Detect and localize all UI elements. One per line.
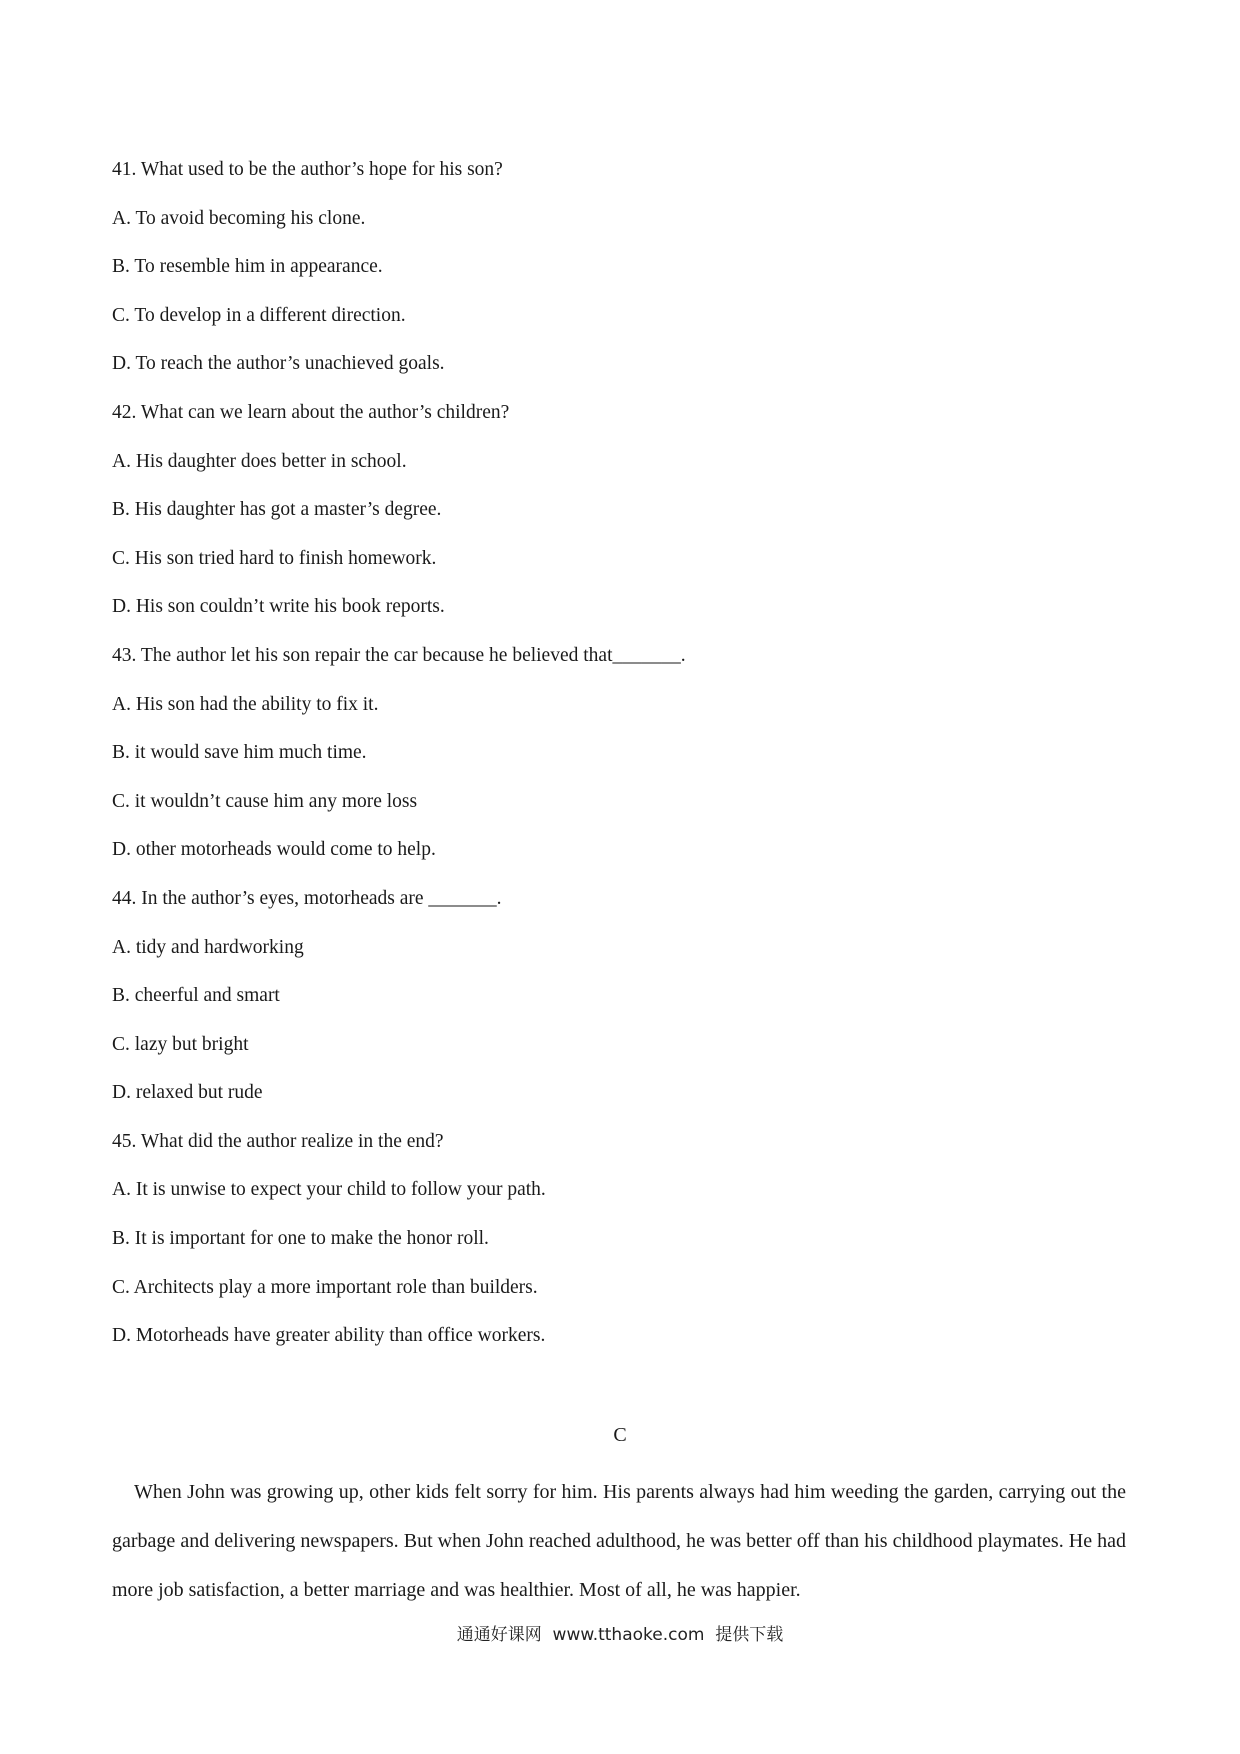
question-43-option-d: D. other motorheads would come to help. bbox=[112, 839, 436, 861]
question-44-option-a: A. tidy and hardworking bbox=[112, 936, 304, 958]
question-44-option-c: C. lazy but bright bbox=[112, 1033, 249, 1055]
reading-passage: When John was growing up, other kids felt sorry for him. His parents always had him weeding the garden, carrying out the garbage and delivering newspapers. But when John reached adulthood, he was better off than his childhood playmates. He had more job satisfaction, a better marriage and was healthier. Most of all, he was happier. bbox=[112, 1481, 1126, 1601]
question-45-option-d: D. Motorheads have greater ability than office workers. bbox=[112, 1325, 546, 1347]
question-43-option-a: A. His son had the ability to fix it. bbox=[112, 693, 379, 715]
question-43-stem: 43. The author let his son repair the car because he believed that_______. bbox=[112, 644, 686, 666]
question-45-option-b: B. It is important for one to make the honor roll. bbox=[112, 1228, 489, 1250]
question-42-stem: 42. What can we learn about the author’s children? bbox=[112, 401, 510, 423]
question-44-stem: 44. In the author’s eyes, motorheads are _______. bbox=[112, 887, 502, 909]
question-44-option-d: D. relaxed but rude bbox=[112, 1082, 263, 1104]
question-41-option-d: D. To reach the author’s unachieved goals. bbox=[112, 353, 445, 375]
question-45-option-a: A. It is unwise to expect your child to follow your path. bbox=[112, 1179, 546, 1201]
question-42-option-b: B. His daughter has got a master’s degree. bbox=[112, 499, 442, 521]
question-41-stem: 41. What used to be the author’s hope for his son? bbox=[112, 159, 503, 180]
question-45-option-c: C. Architects play a more important role than builders. bbox=[112, 1276, 538, 1298]
page-footer: 通通好课网 www.tthaoke.com 提供下载 bbox=[456, 1625, 784, 1645]
question-41-option-c: C. To develop in a different direction. bbox=[112, 304, 406, 326]
section-heading: C bbox=[613, 1424, 627, 1446]
question-45-stem: 45. What did the author realize in the end? bbox=[112, 1130, 444, 1152]
question-42-option-d: D. His son couldn’t write his book reports. bbox=[112, 596, 445, 618]
question-44-option-b: B. cheerful and smart bbox=[112, 985, 280, 1007]
question-41-option-b: B. To resemble him in appearance. bbox=[112, 256, 383, 278]
question-42-option-c: C. His son tried hard to finish homework. bbox=[112, 547, 437, 569]
question-43-option-b: B. it would save him much time. bbox=[112, 742, 367, 764]
question-42-option-a: A. His daughter does better in school. bbox=[112, 450, 407, 472]
question-41-option-a: A. To avoid becoming his clone. bbox=[112, 207, 366, 229]
question-list bbox=[112, 156, 1132, 1371]
question-43-option-c: C. it wouldn’t cause him any more loss bbox=[112, 790, 418, 812]
